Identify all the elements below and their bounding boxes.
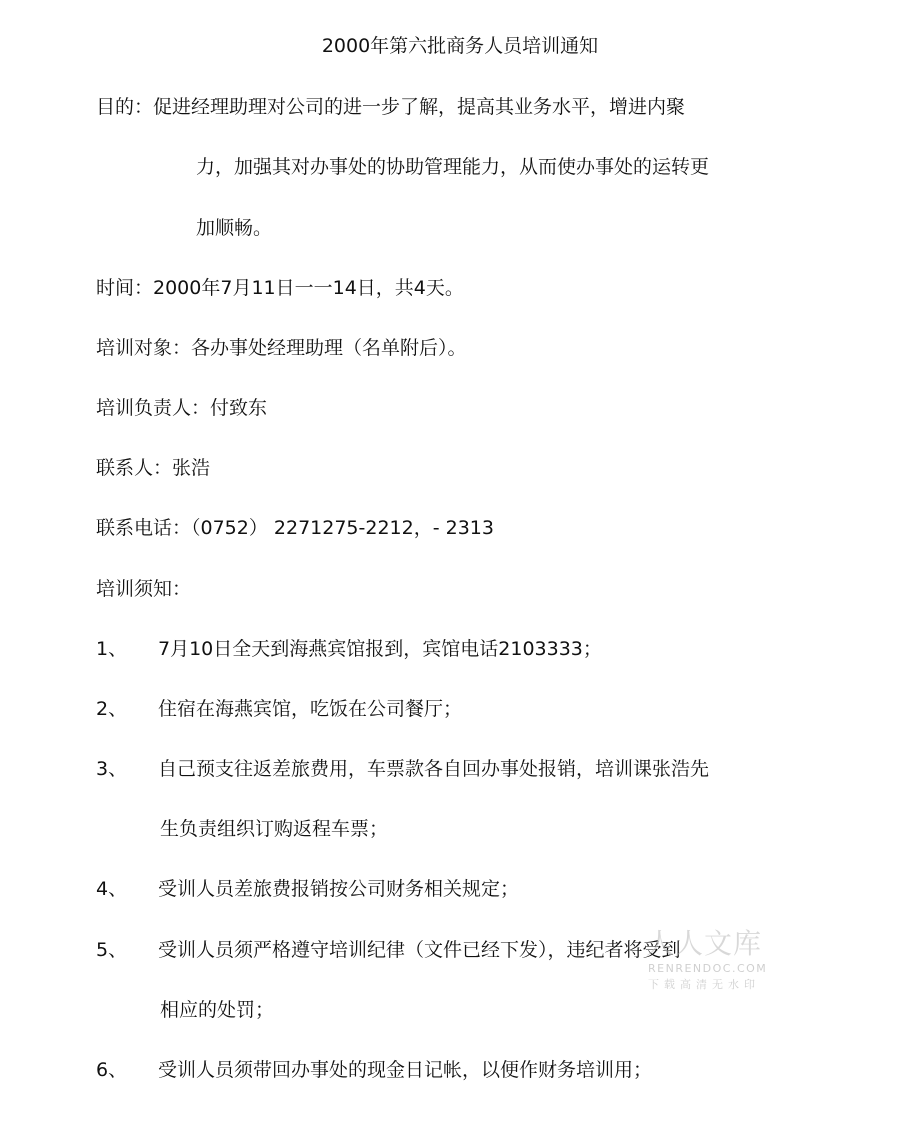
notice-heading: 培训须知：	[96, 578, 192, 600]
item-number: 1、	[96, 638, 128, 660]
purpose-line-2: 力，加强其对办事处的协助管理能力，从而使办事处的运转更	[196, 156, 710, 178]
watermark-main-text: 人人文库	[646, 927, 763, 960]
item-text-continued: 相应的处罚；	[160, 999, 275, 1021]
item-number: 3、	[96, 758, 128, 780]
owner-line: 培训负责人：付致东	[96, 397, 268, 419]
watermark-subtext: 下载高清无水印	[648, 978, 760, 991]
watermark-logo	[640, 928, 780, 992]
item-number: 5、	[96, 939, 128, 961]
contact-line: 联系人：张浩	[96, 457, 211, 479]
phone-line: 联系电话：（0752） 2271275-2212，- 2313	[96, 517, 494, 539]
audience-line: 培训对象：各办事处经理助理（名单附后）。	[96, 337, 467, 359]
item-text: 自己预支往返差旅费用，车票款各自回办事处报销，培训课张浩先	[158, 758, 710, 780]
item-number: 6、	[96, 1059, 128, 1081]
time-line: 时间：2000年7月11日一一14日，共4天。	[96, 277, 464, 299]
purpose-line-1: 目的：促进经理助理对公司的进一步了解，提高其业务水平，增进内聚	[96, 96, 686, 118]
watermark-url: RENRENDOC.COM	[648, 962, 768, 975]
item-number: 2、	[96, 698, 128, 720]
item-text: 住宿在海燕宾馆，吃饭在公司餐厅；	[158, 698, 463, 720]
item-text: 受训人员须带回办事处的现金日记帐，以便作财务培训用；	[158, 1059, 653, 1081]
item-number: 4、	[96, 878, 128, 900]
document-title: 2000年第六批商务人员培训通知	[321, 35, 599, 57]
item-text: 受训人员差旅费报销按公司财务相关规定；	[158, 878, 520, 900]
item-text-continued: 生负责组织订购返程车票；	[160, 818, 389, 840]
purpose-line-3: 加顺畅。	[196, 217, 273, 239]
item-text: 受训人员须严格遵守培训纪律（文件已经下发），违纪者将受到	[158, 939, 681, 961]
item-text: 7月10日全天到海燕宾馆报到，宾馆电话2103333；	[158, 638, 602, 660]
